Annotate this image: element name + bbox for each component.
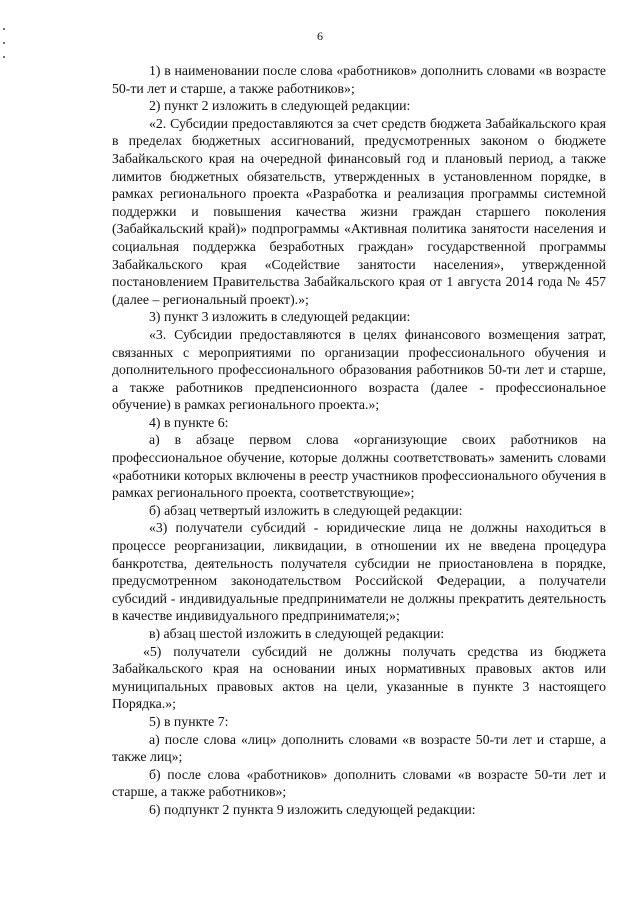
document-body bbox=[112, 62, 606, 819]
paragraph-item-5-subitem-a: а) после слова «лиц» дополнить словами «в возрасте 50-ти лет и старше, а также лиц»; bbox=[112, 731, 606, 765]
paragraph-clause-2-text: «2. Субсидии предоставляются за счет средств бюджета Забайкальского края в пределах бюджетных ассигнований, предусмотренных законом о бюджете Забайкальского края на очередной финансовый год и плановый период, а также лимитов бюджетных обязательств, утвержденных в установленном порядке, в рамках регионального проекта «Разработка и реализация программы системной поддержки и повышения качества жизни граждан старшего поколения (Забайкальский край)» подпрограммы «Активная политика занятости населения и социальная поддержка безработных граждан» государственной программы Забайкальского края «Содействие занятости населения», утвержденной постановлением Правительства Забайкальского края от 1 августа 2014 года № 457 (далее – региональный проект).»; bbox=[112, 115, 606, 307]
paragraph-subitem-b: б) абзац четвертый изложить в следующей редакции: bbox=[149, 502, 463, 518]
paragraph-condition-5-text: «5) получатели субсидий не должны получать средства из бюджета Забайкальского края на основании иных нормативных правовых актов или муниципальных правовых актов на цели, указанные в пункте 3 настоящего Порядка.»; bbox=[112, 643, 606, 712]
paragraph-item-4: 4) в пункте 6: bbox=[149, 414, 229, 430]
paragraph-item-5-subitem-b: б) после слова «работников» дополнить словами «в возрасте 50-ти лет и старше, а также работников»; bbox=[112, 766, 606, 800]
scan-artifact-dot bbox=[3, 56, 5, 58]
paragraph-subitem-v: в) абзац шестой изложить в следующей редакции: bbox=[149, 626, 445, 641]
paragraph-item-1: 1) в наименовании после слова «работников» дополнить словами «в возрасте 50-ти лет и старше, а также работников»; bbox=[112, 63, 606, 96]
paragraph-item-3: 3) пункт 3 изложить в следующей редакции: bbox=[149, 309, 411, 325]
paragraph-clause-3-text: «3. Субсидии предоставляются в целях финансового возмещения затрат, связанных с мероприятиями по организации профессионального обучения и дополнительного профессионального образования работников 50-ти лет и старше, а также работников предпенсионного возраста (далее - профессиональное обучение) в рамках регионального проекта.»; bbox=[112, 326, 606, 413]
paragraph-item-5: 5) в пункте 7: bbox=[149, 713, 229, 729]
paragraph-condition-3-text: «3) получатели субсидий - юридические лица не должны находиться в процессе реорганизации, ликвидации, в отношении их не введена процедура банкротства, деятельность получателя субсидии не приостановлена в порядке, предусмотренном законодательством Российской Федерации, а получатели субсидий - индивидуальные предприниматели не должны прекратить деятельность в качестве индивидуального предпринимателя;»; bbox=[112, 520, 606, 624]
paragraph-subitem-a: а) в абзаце первом слова «организующие своих работников на профессиональное обучение, которые должны соответствовать» заменить словами «работники которых включены в реестр участников профессионального обучения в рамках регионального проекта, соответствующие»; bbox=[112, 432, 606, 501]
page-number: 6 bbox=[317, 29, 323, 43]
paragraph-item-2: 2) пункт 2 изложить в следующей редакции: bbox=[149, 98, 411, 114]
paragraph-item-6: 6) подпункт 2 пункта 9 изложить следующей редакции: bbox=[149, 801, 476, 817]
